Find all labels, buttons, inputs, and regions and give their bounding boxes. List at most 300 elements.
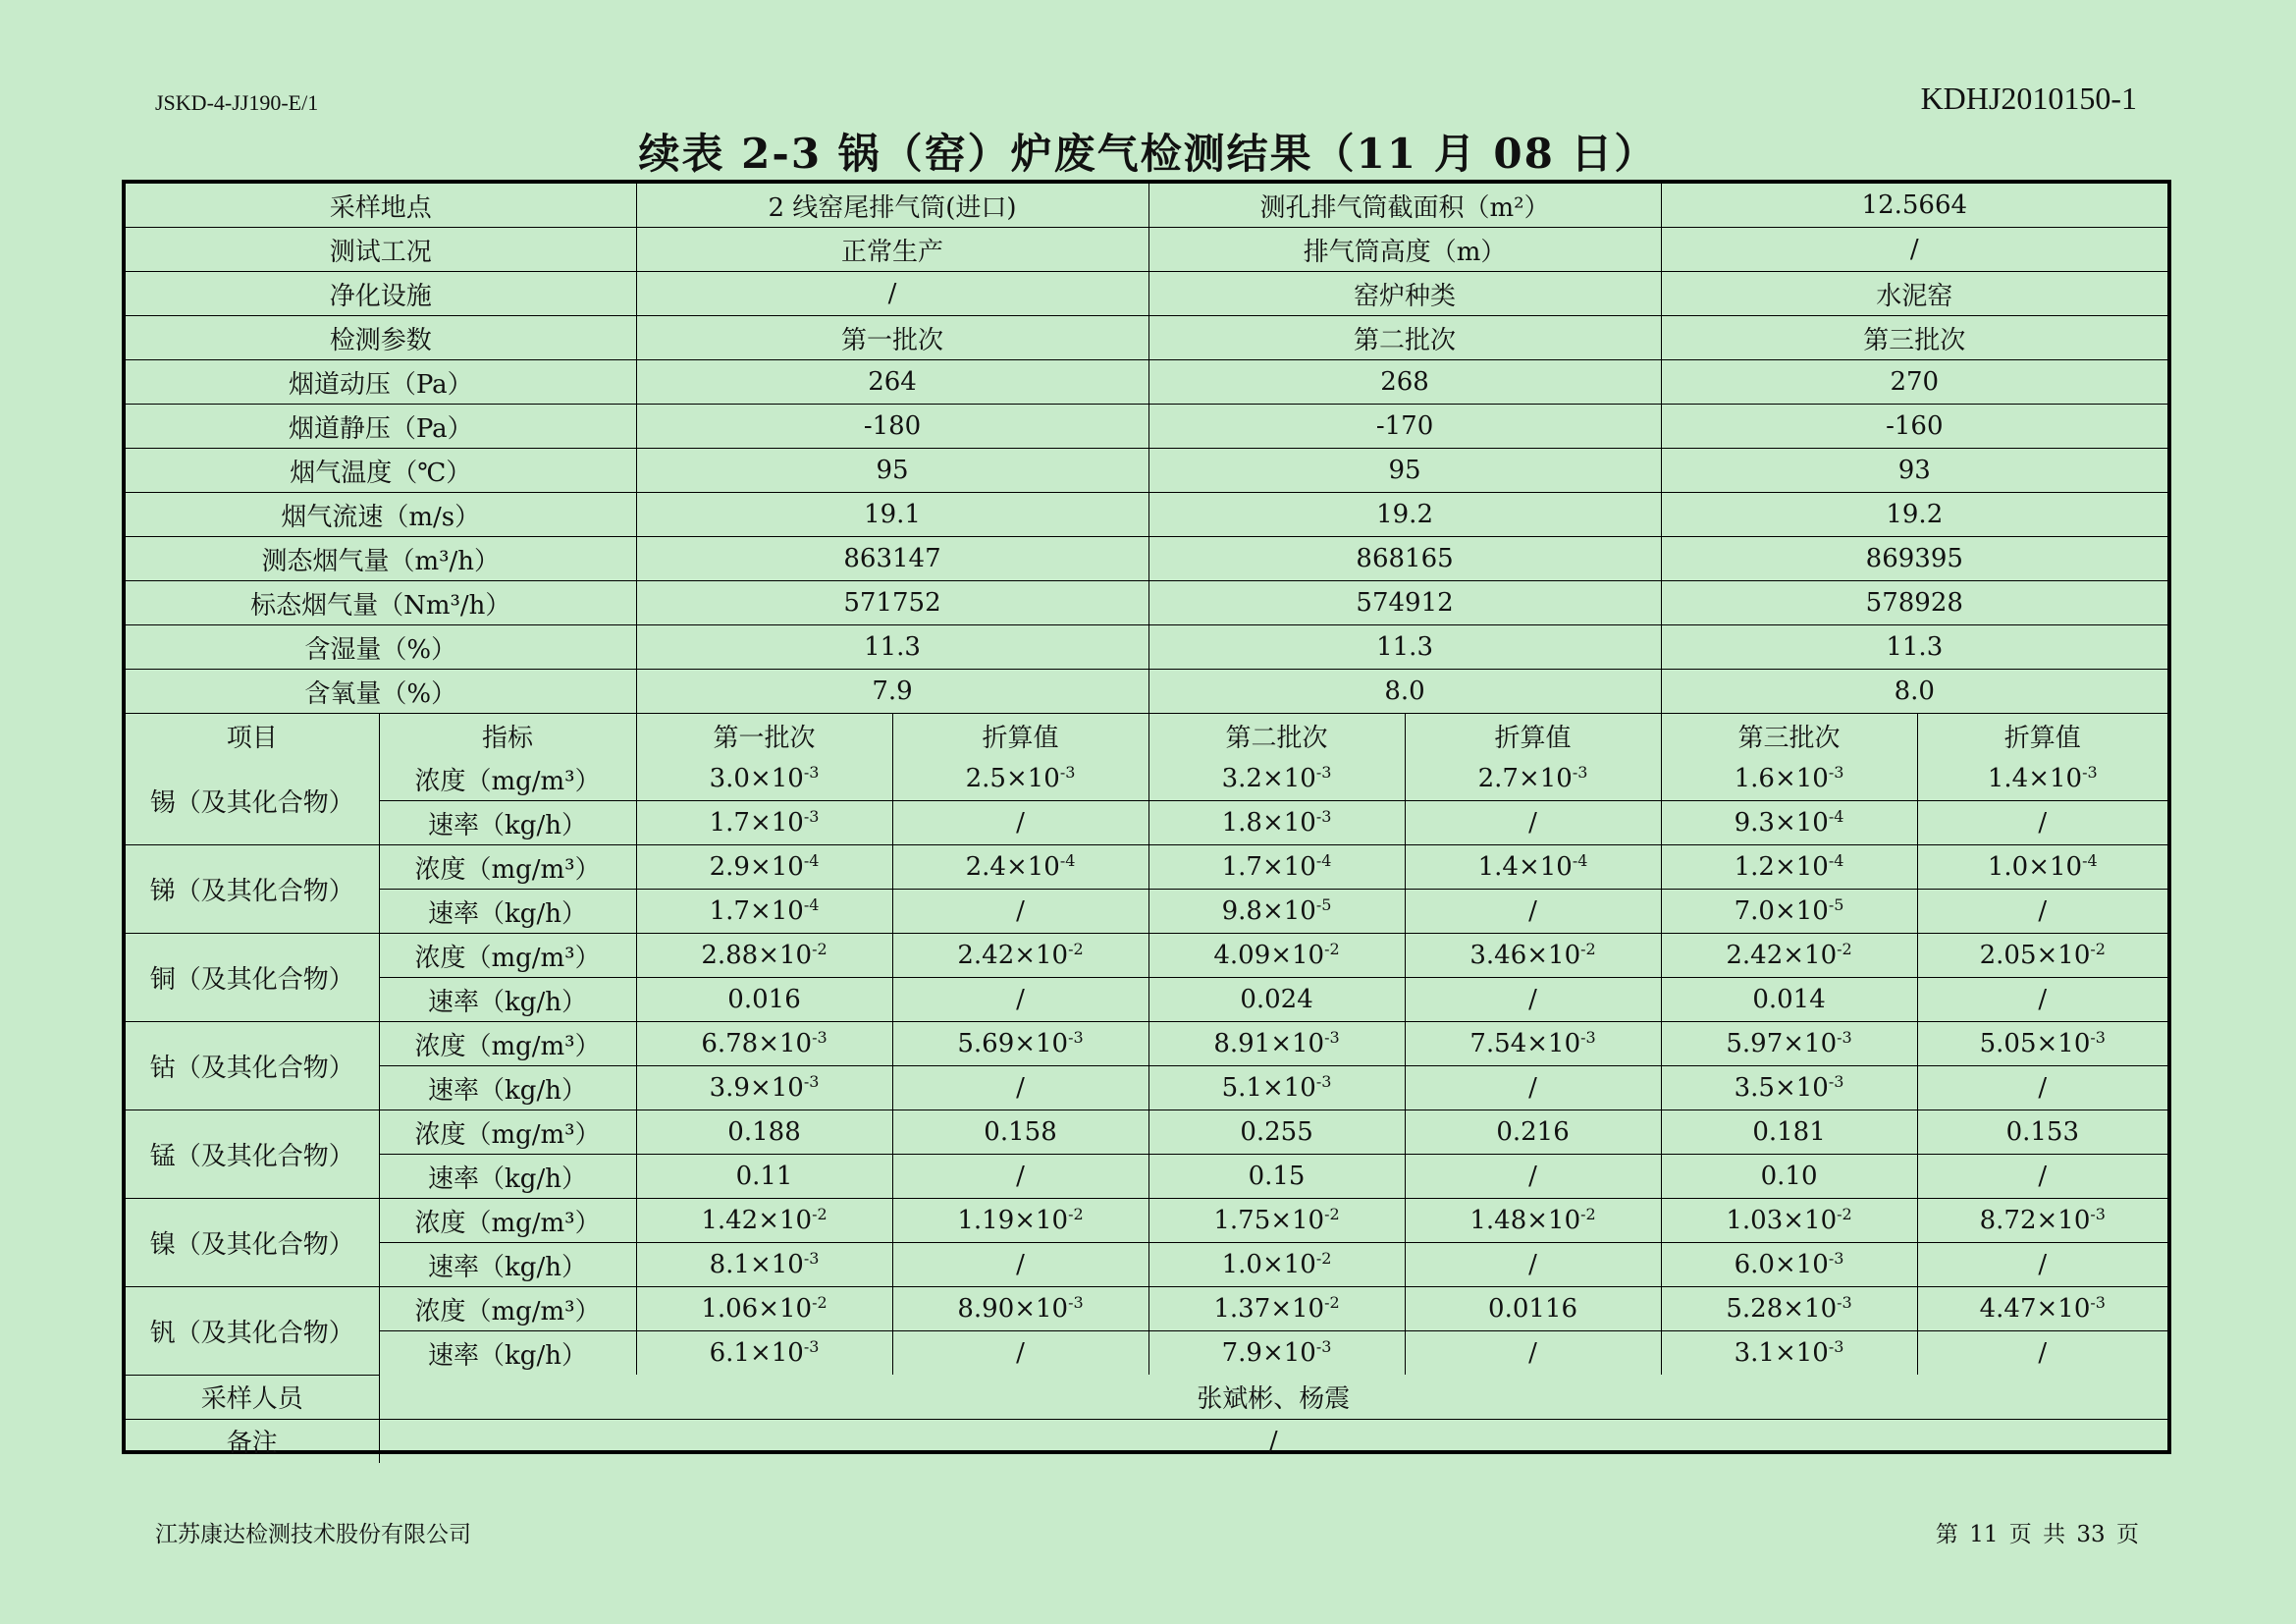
metric-label: 浓度（mg/m³） — [379, 1199, 636, 1243]
param-row — [126, 360, 2167, 405]
param-label: 含氧量（%） — [126, 670, 636, 714]
times-ten: ×10 — [758, 1029, 813, 1058]
times-ten: ×10 — [1270, 1294, 1325, 1324]
metric-label: 速率（kg/h） — [379, 1155, 636, 1199]
exponent: -3 — [1315, 1337, 1332, 1356]
mantissa: 1.06 — [701, 1294, 759, 1324]
metal-conc-row — [126, 1022, 2167, 1066]
times-ten: ×10 — [1261, 1250, 1316, 1279]
result-cell — [1917, 757, 2167, 801]
param-label: 检测参数 — [126, 316, 636, 360]
info-value: / — [636, 272, 1148, 316]
times-ten: ×10 — [1774, 1250, 1829, 1279]
metal-name: 铜（及其化合物） — [126, 934, 379, 1022]
times-ten: ×10 — [1005, 764, 1060, 793]
times-ten: ×10 — [1518, 852, 1573, 882]
exponent: -3 — [803, 1072, 820, 1091]
exponent: -5 — [1828, 895, 1844, 914]
mantissa: 4.09 — [1213, 941, 1271, 970]
param-label: 烟道动压（Pa） — [126, 360, 636, 405]
result-cell — [892, 845, 1148, 890]
mantissa: 5.28 — [1726, 1294, 1784, 1324]
exponent: -3 — [1828, 763, 1844, 782]
exponent: -3 — [803, 1249, 820, 1268]
metric-label: 浓度（mg/m³） — [379, 757, 636, 801]
result-cell — [1661, 757, 1917, 801]
mantissa: 9.3 — [1734, 808, 1775, 838]
column-header: 第一批次 — [636, 714, 892, 758]
mantissa: 9.8 — [1221, 896, 1262, 926]
result-cell — [892, 757, 1148, 801]
result-cell — [1148, 1199, 1405, 1243]
exponent: -3 — [1828, 1337, 1844, 1356]
times-ten: ×10 — [1261, 764, 1316, 793]
times-ten: ×10 — [1783, 1029, 1838, 1058]
metal-name: 钒（及其化合物） — [126, 1287, 379, 1376]
result-cell — [1148, 1243, 1405, 1287]
times-ten: ×10 — [758, 1206, 813, 1235]
param-value: 19.2 — [1661, 493, 2167, 537]
param-value: 11.3 — [1661, 625, 2167, 670]
mantissa: 8.72 — [1979, 1206, 2037, 1235]
times-ten: ×10 — [1014, 1029, 1069, 1058]
param-label: 测态烟气量（m³/h） — [126, 537, 636, 581]
mantissa: 7.0 — [1734, 896, 1775, 926]
result-cell — [1405, 1022, 1661, 1066]
times-ten: ×10 — [1014, 941, 1069, 970]
metric-label: 浓度（mg/m³） — [379, 1110, 636, 1155]
metric-label: 速率（kg/h） — [379, 890, 636, 934]
result-cell: / — [892, 1243, 1148, 1287]
param-label: 含湿量（%） — [126, 625, 636, 670]
exponent: -2 — [812, 1293, 828, 1312]
result-cell: / — [1917, 801, 2167, 845]
info-row — [126, 272, 2167, 316]
times-ten: ×10 — [2028, 852, 2083, 882]
metal-conc-row — [126, 934, 2167, 978]
mantissa: 6.1 — [709, 1338, 750, 1368]
result-cell: / — [1405, 801, 1661, 845]
mantissa: 1.42 — [701, 1206, 759, 1235]
metal-rate-row — [126, 978, 2167, 1022]
times-ten: ×10 — [758, 1294, 813, 1324]
result-cell: / — [892, 1066, 1148, 1110]
company-name: 江苏康达检测技术股份有限公司 — [155, 1522, 471, 1547]
mantissa: 1.8 — [1221, 808, 1262, 838]
result-cell: / — [1405, 1243, 1661, 1287]
metal-name: 锑（及其化合物） — [126, 845, 379, 934]
mantissa: 3.1 — [1734, 1338, 1775, 1368]
metal-results-body — [126, 757, 2167, 1375]
exponent: -4 — [1828, 807, 1844, 826]
mantissa: 8.90 — [957, 1294, 1015, 1324]
metric-label: 浓度（mg/m³） — [379, 1022, 636, 1066]
column-header: 指标 — [379, 714, 636, 758]
param-row — [126, 537, 2167, 581]
metric-label: 浓度（mg/m³） — [379, 934, 636, 978]
result-cell: / — [1917, 1243, 2167, 1287]
exponent: -2 — [1580, 1205, 1596, 1223]
exponent: -4 — [1315, 851, 1332, 870]
mantissa: 3.2 — [1221, 764, 1262, 793]
exponent: -2 — [1324, 1205, 1340, 1223]
exponent: -5 — [1315, 895, 1332, 914]
result-cell — [1405, 845, 1661, 890]
column-header: 第三批次 — [1661, 714, 1917, 758]
mantissa: 1.6 — [1734, 764, 1775, 793]
param-value: -180 — [636, 405, 1148, 449]
result-cell: 0.153 — [1917, 1110, 2167, 1155]
times-ten: ×10 — [1270, 941, 1325, 970]
exponent: -3 — [1837, 1028, 1852, 1047]
exponent: -3 — [812, 1028, 828, 1047]
mantissa: 6.78 — [701, 1029, 759, 1058]
info-value: 12.5664 — [1661, 184, 2167, 228]
result-cell: / — [1917, 890, 2167, 934]
mantissa: 1.75 — [1213, 1206, 1271, 1235]
result-cell: 0.188 — [636, 1110, 892, 1155]
param-value: 8.0 — [1148, 670, 1661, 714]
times-ten: ×10 — [1526, 941, 1581, 970]
exponent: -2 — [1580, 940, 1596, 958]
exponent: -3 — [1837, 1293, 1852, 1312]
mantissa: 7.54 — [1469, 1029, 1527, 1058]
metal-rate-row — [126, 1155, 2167, 1199]
metal-name: 镍（及其化合物） — [126, 1199, 379, 1287]
mantissa: 2.5 — [965, 764, 1006, 793]
mantissa: 5.05 — [1979, 1029, 2037, 1058]
mantissa: 4.47 — [1979, 1294, 2037, 1324]
mantissa: 1.2 — [1734, 852, 1775, 882]
column-header-row — [126, 714, 2167, 758]
param-label: 烟气温度（℃） — [126, 449, 636, 493]
result-cell — [636, 1287, 892, 1331]
column-header: 折算值 — [892, 714, 1148, 758]
result-cell — [636, 1199, 892, 1243]
result-cell — [1148, 1022, 1405, 1066]
mantissa: 8.91 — [1213, 1029, 1271, 1058]
result-cell: / — [892, 1155, 1148, 1199]
times-ten: ×10 — [1774, 896, 1829, 926]
mantissa: 1.48 — [1469, 1206, 1527, 1235]
param-value: 578928 — [1661, 581, 2167, 625]
param-value: 第三批次 — [1661, 316, 2167, 360]
result-cell — [636, 1066, 892, 1110]
mantissa: 3.9 — [709, 1073, 750, 1103]
exponent: -3 — [1315, 1072, 1332, 1091]
result-cell — [636, 1331, 892, 1376]
metric-label: 速率（kg/h） — [379, 1331, 636, 1376]
info-value: / — [1661, 228, 2167, 272]
param-value: 7.9 — [636, 670, 1148, 714]
param-row — [126, 581, 2167, 625]
times-ten: ×10 — [758, 941, 813, 970]
metal-conc-row — [126, 757, 2167, 801]
result-cell — [636, 1243, 892, 1287]
times-ten: ×10 — [1783, 1206, 1838, 1235]
exponent: -3 — [1059, 763, 1076, 782]
times-ten: ×10 — [1261, 896, 1316, 926]
param-row — [126, 493, 2167, 537]
param-value: 95 — [1148, 449, 1661, 493]
result-cell: 0.10 — [1661, 1155, 1917, 1199]
metric-label: 浓度（mg/m³） — [379, 1287, 636, 1331]
exponent: -4 — [1572, 851, 1588, 870]
param-value: -170 — [1148, 405, 1661, 449]
result-cell — [636, 890, 892, 934]
info-value: 2 线窑尾排气筒(进口) — [636, 184, 1148, 228]
result-cell — [1405, 934, 1661, 978]
exponent: -4 — [2082, 851, 2098, 870]
result-cell — [1405, 757, 1661, 801]
mantissa: 7.9 — [1221, 1338, 1262, 1368]
result-cell — [1661, 1243, 1917, 1287]
times-ten: ×10 — [1518, 764, 1573, 793]
result-cell — [1661, 1331, 1917, 1376]
param-row — [126, 316, 2167, 360]
exponent: -3 — [1315, 763, 1332, 782]
exponent: -3 — [803, 807, 820, 826]
result-cell — [1917, 845, 2167, 890]
result-cell: / — [1405, 1066, 1661, 1110]
info-label: 净化设施 — [126, 272, 636, 316]
param-value: 11.3 — [636, 625, 1148, 670]
param-row — [126, 449, 2167, 493]
document-code: JSKD-4-JJ190-E/1 — [155, 90, 319, 115]
result-cell: / — [1405, 1155, 1661, 1199]
param-value: 264 — [636, 360, 1148, 405]
mantissa: 8.1 — [709, 1250, 750, 1279]
exponent: -3 — [1828, 1072, 1844, 1091]
times-ten: ×10 — [1526, 1029, 1581, 1058]
result-cell: 0.158 — [892, 1110, 1148, 1155]
exponent: -3 — [1572, 763, 1588, 782]
param-row — [126, 670, 2167, 714]
param-value: 19.1 — [636, 493, 1148, 537]
result-cell — [1148, 1331, 1405, 1376]
info-label: 测孔排气筒截面积（m²） — [1148, 184, 1661, 228]
param-value: 869395 — [1661, 537, 2167, 581]
mantissa: 2.88 — [701, 941, 759, 970]
param-value: 8.0 — [1661, 670, 2167, 714]
metric-label: 浓度（mg/m³） — [379, 845, 636, 890]
param-row — [126, 625, 2167, 670]
metric-label: 速率（kg/h） — [379, 1066, 636, 1110]
times-ten: ×10 — [749, 852, 804, 882]
exponent: -3 — [2090, 1028, 2106, 1047]
exponent: -2 — [1324, 1293, 1340, 1312]
result-cell — [636, 845, 892, 890]
param-value: 19.2 — [1148, 493, 1661, 537]
param-value: 93 — [1661, 449, 2167, 493]
remark-label: 备注 — [126, 1419, 379, 1463]
exponent: -3 — [803, 1337, 820, 1356]
mantissa: 2.9 — [709, 852, 750, 882]
metric-label: 速率（kg/h） — [379, 978, 636, 1022]
mantissa: 1.19 — [957, 1206, 1015, 1235]
times-ten: ×10 — [1774, 808, 1829, 838]
times-ten: ×10 — [749, 1073, 804, 1103]
info-value: 水泥窑 — [1661, 272, 2167, 316]
exponent: -3 — [1315, 807, 1332, 826]
mantissa: 1.0 — [1987, 852, 2029, 882]
result-cell — [892, 934, 1148, 978]
mantissa: 1.03 — [1726, 1206, 1784, 1235]
param-label: 标态烟气量（Nm³/h） — [126, 581, 636, 625]
times-ten: ×10 — [749, 764, 804, 793]
times-ten: ×10 — [2036, 1206, 2091, 1235]
exponent: -4 — [803, 851, 820, 870]
metal-conc-row — [126, 1287, 2167, 1331]
result-cell — [1661, 934, 1917, 978]
info-label: 排气筒高度（m） — [1148, 228, 1661, 272]
metric-label: 速率（kg/h） — [379, 801, 636, 845]
mantissa: 2.05 — [1979, 941, 2037, 970]
param-value: 11.3 — [1148, 625, 1661, 670]
result-cell: 0.15 — [1148, 1155, 1405, 1199]
results-table — [126, 184, 2167, 1463]
times-ten: ×10 — [1774, 852, 1829, 882]
result-cell — [1917, 1022, 2167, 1066]
param-value: 868165 — [1148, 537, 1661, 581]
mantissa: 2.4 — [965, 852, 1006, 882]
metal-conc-row — [126, 1110, 2167, 1155]
info-row — [126, 228, 2167, 272]
times-ten: ×10 — [1014, 1206, 1069, 1235]
exponent: -2 — [812, 940, 828, 958]
result-cell — [1661, 1199, 1917, 1243]
exponent: -3 — [1068, 1293, 1084, 1312]
column-header: 第二批次 — [1148, 714, 1405, 758]
times-ten: ×10 — [1261, 852, 1316, 882]
exponent: -4 — [1828, 851, 1844, 870]
info-label: 采样地点 — [126, 184, 636, 228]
result-cell — [892, 1287, 1148, 1331]
mantissa: 5.1 — [1221, 1073, 1262, 1103]
column-header: 折算值 — [1405, 714, 1661, 758]
param-value: -160 — [1661, 405, 2167, 449]
result-cell: 0.014 — [1661, 978, 1917, 1022]
times-ten: ×10 — [1014, 1294, 1069, 1324]
metal-rate-row — [126, 1331, 2167, 1376]
mantissa: 1.4 — [1477, 852, 1519, 882]
result-cell: 0.024 — [1148, 978, 1405, 1022]
result-cell — [1917, 1199, 2167, 1243]
times-ten: ×10 — [1270, 1206, 1325, 1235]
info-value: 正常生产 — [636, 228, 1148, 272]
result-cell: / — [1917, 1066, 2167, 1110]
result-cell — [636, 1022, 892, 1066]
exponent: -3 — [1828, 1249, 1844, 1268]
result-cell: 0.255 — [1148, 1110, 1405, 1155]
remark-value: / — [379, 1419, 2167, 1463]
times-ten: ×10 — [2036, 941, 2091, 970]
exponent: -3 — [1068, 1028, 1084, 1047]
mantissa: 3.46 — [1469, 941, 1527, 970]
times-ten: ×10 — [1261, 808, 1316, 838]
mantissa: 5.97 — [1726, 1029, 1784, 1058]
mantissa: 1.37 — [1213, 1294, 1271, 1324]
result-cell: / — [892, 801, 1148, 845]
metal-rate-row — [126, 1066, 2167, 1110]
times-ten: ×10 — [749, 1338, 804, 1368]
times-ten: ×10 — [1526, 1206, 1581, 1235]
mantissa: 3.5 — [1734, 1073, 1775, 1103]
sampler-row — [126, 1375, 2167, 1419]
column-header: 折算值 — [1917, 714, 2167, 758]
mantissa: 1.4 — [1987, 764, 2029, 793]
result-cell: / — [1917, 1331, 2167, 1376]
param-row — [126, 405, 2167, 449]
result-cell: / — [892, 890, 1148, 934]
exponent: -2 — [1837, 1205, 1852, 1223]
exponent: -4 — [1059, 851, 1076, 870]
result-cell: 0.216 — [1405, 1110, 1661, 1155]
result-cell — [1405, 1199, 1661, 1243]
exponent: -3 — [803, 763, 820, 782]
param-label: 烟道静压（Pa） — [126, 405, 636, 449]
times-ten: ×10 — [749, 1250, 804, 1279]
result-cell — [1148, 801, 1405, 845]
info-label: 窑炉种类 — [1148, 272, 1661, 316]
exponent: -3 — [2090, 1293, 2106, 1312]
param-value: 268 — [1148, 360, 1661, 405]
mantissa: 1.7 — [1221, 852, 1262, 882]
mantissa: 1.7 — [709, 896, 750, 926]
exponent: -2 — [1324, 940, 1340, 958]
times-ten: ×10 — [1261, 1338, 1316, 1368]
times-ten: ×10 — [2036, 1029, 2091, 1058]
result-cell — [1917, 1287, 2167, 1331]
result-cell — [1661, 1287, 1917, 1331]
result-cell — [1148, 934, 1405, 978]
metal-rate-row — [126, 1243, 2167, 1287]
exponent: -3 — [1580, 1028, 1596, 1047]
mantissa: 2.42 — [1726, 941, 1784, 970]
times-ten: ×10 — [1270, 1029, 1325, 1058]
exponent: -4 — [803, 895, 820, 914]
mantissa: 2.42 — [957, 941, 1015, 970]
times-ten: ×10 — [1774, 764, 1829, 793]
exponent: -3 — [2090, 1205, 2106, 1223]
result-cell — [1917, 934, 2167, 978]
result-cell: / — [1405, 1331, 1661, 1376]
result-cell — [1148, 845, 1405, 890]
metric-label: 速率（kg/h） — [379, 1243, 636, 1287]
param-value: 574912 — [1148, 581, 1661, 625]
result-cell: / — [1405, 978, 1661, 1022]
result-cell — [1661, 890, 1917, 934]
results-table-frame — [122, 180, 2171, 1458]
result-cell — [892, 1022, 1148, 1066]
report-number: KDHJ2010150-1 — [1920, 81, 2137, 116]
exponent: -2 — [812, 1205, 828, 1223]
metal-rate-row — [126, 890, 2167, 934]
result-cell — [1661, 1066, 1917, 1110]
times-ten: ×10 — [1005, 852, 1060, 882]
exponent: -2 — [1837, 940, 1852, 958]
exponent: -3 — [2082, 763, 2098, 782]
result-cell — [1661, 845, 1917, 890]
times-ten: ×10 — [749, 808, 804, 838]
result-cell — [636, 934, 892, 978]
param-value: 第一批次 — [636, 316, 1148, 360]
times-ten: ×10 — [1783, 1294, 1838, 1324]
mantissa: 1.0 — [1221, 1250, 1262, 1279]
sampler-value: 张斌彬、杨震 — [379, 1375, 2167, 1419]
param-label: 烟气流速（m/s） — [126, 493, 636, 537]
table-title: 续表 2-3 锅（窑）炉废气检测结果（11 月 08 日） — [638, 130, 1658, 178]
